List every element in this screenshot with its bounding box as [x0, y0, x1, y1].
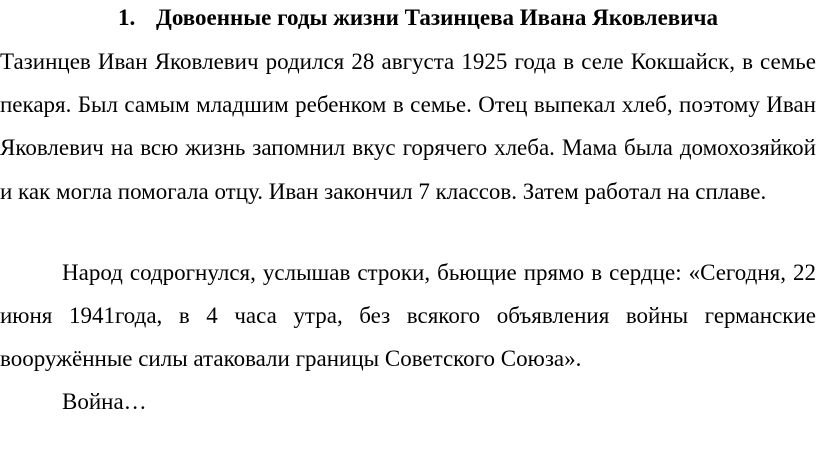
paragraph-war-announcement — [0, 251, 816, 381]
paragraph-biography — [0, 40, 816, 213]
paragraph-war — [0, 380, 816, 423]
paragraph-text: Народ содрогнулся, услышав строки, бьющие прямо в сердце: «Сегодня, 22 июня 1941года, в 4 часа утра, без всякого объявления войны германские вооружённые силы атаковали границы Советского Союза». — [0, 260, 816, 372]
paragraph-text: Тазинцев Иван Яковлевич родился 28 августа 1925 года в селе Кокшайск, в семье пекаря. Был самым младшим ребенком в семье. Отец выпекал хлеб, поэтому Иван Яковлевич на всю жизнь запомнил вкус горячего хлеба. Мама была домохозяйкой и как могла помогала отцу. Иван закончил 7 классов. Затем работал на сплаве. — [0, 49, 816, 204]
paragraph-text: Война… — [62, 389, 147, 414]
section-number: 1. — [118, 5, 136, 30]
section-title: Довоенные годы жизни Тазинцева Ивана Яковлевича — [156, 5, 718, 30]
section-heading — [118, 2, 718, 34]
